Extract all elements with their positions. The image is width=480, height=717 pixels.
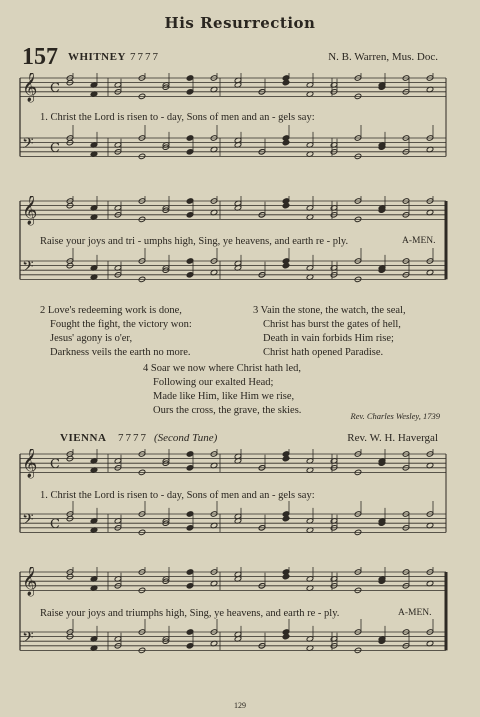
time-signature-icon: C bbox=[50, 141, 60, 156]
amen-label: A-MEN. bbox=[398, 608, 432, 618]
verse-line: Made like Him, like Him we rise, bbox=[153, 391, 295, 402]
bass-clef-icon: 𝄢 bbox=[22, 135, 34, 156]
page-title: His Resurrection bbox=[164, 14, 316, 32]
tune-name-vienna: VIENNA bbox=[60, 432, 107, 444]
page-number: 129 bbox=[234, 701, 246, 710]
verse-line: Death in vain forbids Him rise; bbox=[263, 333, 394, 344]
verse-4 bbox=[143, 362, 301, 418]
verse-2 bbox=[40, 304, 192, 360]
lyric-line: Raise your joys and triumphs high, Sing, ye heavens, and earth re - ply. bbox=[40, 608, 340, 619]
tune-meter-whitney: 7777 bbox=[130, 51, 160, 63]
bass-clef-icon: 𝄢 bbox=[22, 258, 34, 279]
composer-vienna: Rev. W. H. Havergal bbox=[347, 432, 438, 444]
time-signature-icon: C bbox=[50, 81, 60, 96]
verse-line: 4 Soar we now where Christ hath led, bbox=[143, 363, 302, 374]
verse-line: Ours the cross, the grave, the skies. bbox=[153, 405, 302, 416]
bass-clef-icon: 𝄢 bbox=[22, 511, 34, 532]
lyric-line: 1. Christ the Lord is risen to - day, Sons of men and an - gels say: bbox=[40, 490, 315, 501]
tune-meter-vienna: 7777 bbox=[118, 432, 148, 444]
composer-whitney: N. B. Warren, Mus. Doc. bbox=[328, 51, 438, 63]
verse-line: Jesus' agony is o'er, bbox=[50, 333, 133, 344]
verse-line: Christ hath opened Paradise. bbox=[263, 347, 384, 358]
tune-name-whitney: WHITNEY bbox=[68, 51, 126, 63]
author-credit: Rev. Charles Wesley, 1739 bbox=[350, 411, 440, 421]
verse-line: 3 Vain the stone, the watch, the seal, bbox=[253, 305, 406, 316]
verse-line: Following our exalted Head; bbox=[153, 377, 274, 388]
music-system bbox=[0, 196, 480, 306]
second-tune-label: (Second Tune) bbox=[154, 432, 218, 444]
lyric-line: 1. Christ the Lord is risen to - day, Sons of men and an - gels say: bbox=[40, 112, 315, 123]
music-system bbox=[0, 73, 480, 183]
verse-line: 2 Love's redeeming work is done, bbox=[40, 305, 182, 316]
treble-clef-icon: 𝄞 bbox=[22, 73, 38, 102]
treble-clef-icon: 𝄞 bbox=[22, 449, 38, 478]
verse-3 bbox=[253, 304, 406, 360]
amen-label: A-MEN. bbox=[402, 236, 436, 246]
time-signature-icon: C bbox=[50, 457, 60, 472]
treble-clef-icon: 𝄞 bbox=[22, 196, 38, 225]
lyric-line: Raise your joys and tri - umphs high, Sing, ye heavens, and earth re - ply. bbox=[40, 236, 349, 247]
verse-line: Darkness veils the earth no more. bbox=[50, 347, 191, 358]
treble-clef-icon: 𝄞 bbox=[22, 567, 38, 596]
music-system bbox=[0, 567, 480, 677]
time-signature-icon: C bbox=[50, 517, 60, 532]
verse-line: Christ has burst the gates of hell, bbox=[263, 319, 401, 330]
music-system bbox=[0, 449, 480, 559]
hymn-number: 157 bbox=[22, 44, 58, 70]
bass-clef-icon: 𝄢 bbox=[22, 629, 34, 650]
verse-line: Fought the fight, the victory won: bbox=[50, 319, 192, 330]
